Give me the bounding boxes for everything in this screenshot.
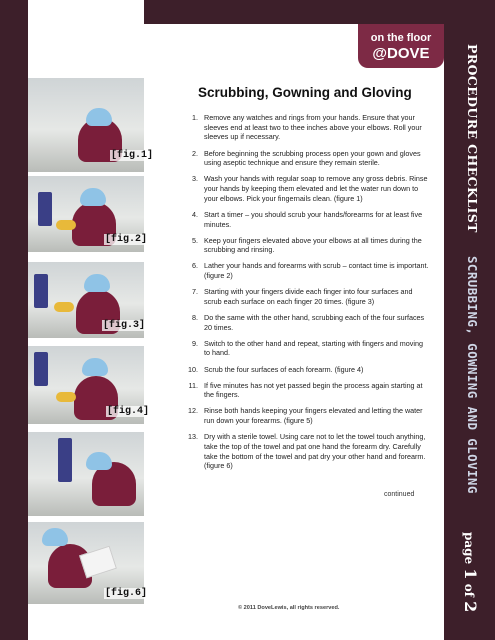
- step-item: [174, 432, 430, 471]
- step-item: [174, 149, 430, 168]
- copyright-notice: © 2011 DoveLewis, all rights reserved.: [238, 605, 340, 611]
- figure-1-photo: [28, 78, 154, 174]
- step-text: Before beginning the scrubbing process open your gown and gloves using aseptic technique and ensure they remain sterile.: [204, 148, 421, 168]
- figure-5-photo: [28, 432, 144, 518]
- step-text: Dry with a sterile towel. Using care not to let the towel touch anything, take the top of the towel and pat one hand the forearm dry. Carefully take the bottom of the towel and pat dry your other hand and forearm. (figure 6): [204, 432, 426, 471]
- top-header-bar: [144, 0, 444, 24]
- figure-label: [fig.4]: [107, 406, 150, 417]
- page-title: Scrubbing, Gowning and Gloving: [198, 85, 412, 100]
- step-text: Keep your fingers elevated above your elbows at all times during the scrubbing and rinsing.: [204, 235, 422, 255]
- step-text: Lather your hands and forearms with scrub – contact time is important. (figure 2): [204, 261, 429, 281]
- figure-3-photo: [28, 262, 144, 340]
- figure-2-photo: [28, 176, 148, 254]
- figure-column: [28, 0, 154, 640]
- step-item: [174, 313, 430, 332]
- step-text: Scrub the four surfaces of each forearm. (figure 4): [204, 364, 364, 374]
- step-number: 4.: [192, 209, 198, 219]
- left-color-bar: [0, 0, 28, 640]
- step-item: [174, 113, 430, 142]
- step-number: 2.: [192, 148, 198, 158]
- figure-4-photo: [28, 346, 150, 426]
- page-word: page: [462, 532, 476, 565]
- page-indicator: [461, 532, 480, 612]
- step-number: 3.: [192, 174, 198, 184]
- step-number: 11.: [188, 380, 198, 390]
- of-word: of: [462, 583, 476, 597]
- step-item: [174, 287, 430, 306]
- logo-line1: on the floor: [370, 32, 432, 44]
- procedure-steps: [174, 113, 430, 477]
- sidebar-section-title: PROCEDURE CHECKLIST: [465, 44, 480, 233]
- step-text: Remove any watches and rings from your hands. Ensure that your sleeves end at least two to thee inches above your elbows. Roll your sleeves up if necessary.: [204, 113, 422, 142]
- step-number: 9.: [192, 338, 198, 348]
- on-the-floor-logo: [358, 24, 444, 68]
- step-item: [174, 406, 430, 425]
- figure-label: [fig.3]: [103, 320, 146, 331]
- step-item: [174, 365, 430, 375]
- step-number: 10.: [188, 364, 198, 374]
- step-number: 7.: [192, 287, 198, 297]
- step-item: [174, 174, 430, 203]
- figure-label: [fig.2]: [105, 234, 148, 245]
- step-number: 5.: [192, 235, 198, 245]
- figure-6-photo: [28, 522, 148, 606]
- continued-note: continued: [384, 491, 415, 498]
- step-number: 1.: [192, 113, 198, 122]
- step-text: Wash your hands with regular soap to remove any gross debris. Rinse your hands by keeping them elevated and let the water run down to your elbows. Pick your fingernails clean. (figure 1): [204, 174, 428, 203]
- page-total: 2: [461, 601, 480, 613]
- step-item: [174, 261, 430, 280]
- page-number: 1: [461, 568, 480, 580]
- step-text: Rinse both hands keeping your fingers elevated and letting the water run down your forearms. (figure 5): [204, 406, 423, 426]
- step-text: Start a timer – you should scrub your hands/forearms for at least five minutes.: [204, 209, 423, 229]
- step-number: 12.: [188, 406, 198, 416]
- right-sidebar: [444, 0, 495, 640]
- step-item: [174, 339, 430, 358]
- sidebar-subtitle: SCRUBBING, GOWNING AND GLOVING: [465, 256, 480, 494]
- step-item: [174, 236, 430, 255]
- step-item: [174, 210, 430, 229]
- figure-label: [fig.1]: [111, 150, 154, 161]
- step-number: 8.: [192, 312, 198, 322]
- logo-line2: @DOVE: [372, 45, 430, 62]
- step-text: If five minutes has not yet passed begin the process again starting at the fingers.: [204, 380, 423, 400]
- step-text: Switch to the other hand and repeat, starting with fingers and moving to hand.: [204, 338, 423, 358]
- step-text: Do the same with the other hand, scrubbing each of the four surfaces 20 times.: [204, 312, 425, 332]
- step-number: 6.: [192, 261, 198, 271]
- step-number: 13.: [188, 432, 198, 442]
- figure-label: [fig.6]: [105, 588, 148, 599]
- step-text: Starting with your fingers divide each finger into four surfaces and scrub each surface on each finger 20 times. (figure 3): [204, 287, 413, 306]
- step-item: [174, 381, 430, 400]
